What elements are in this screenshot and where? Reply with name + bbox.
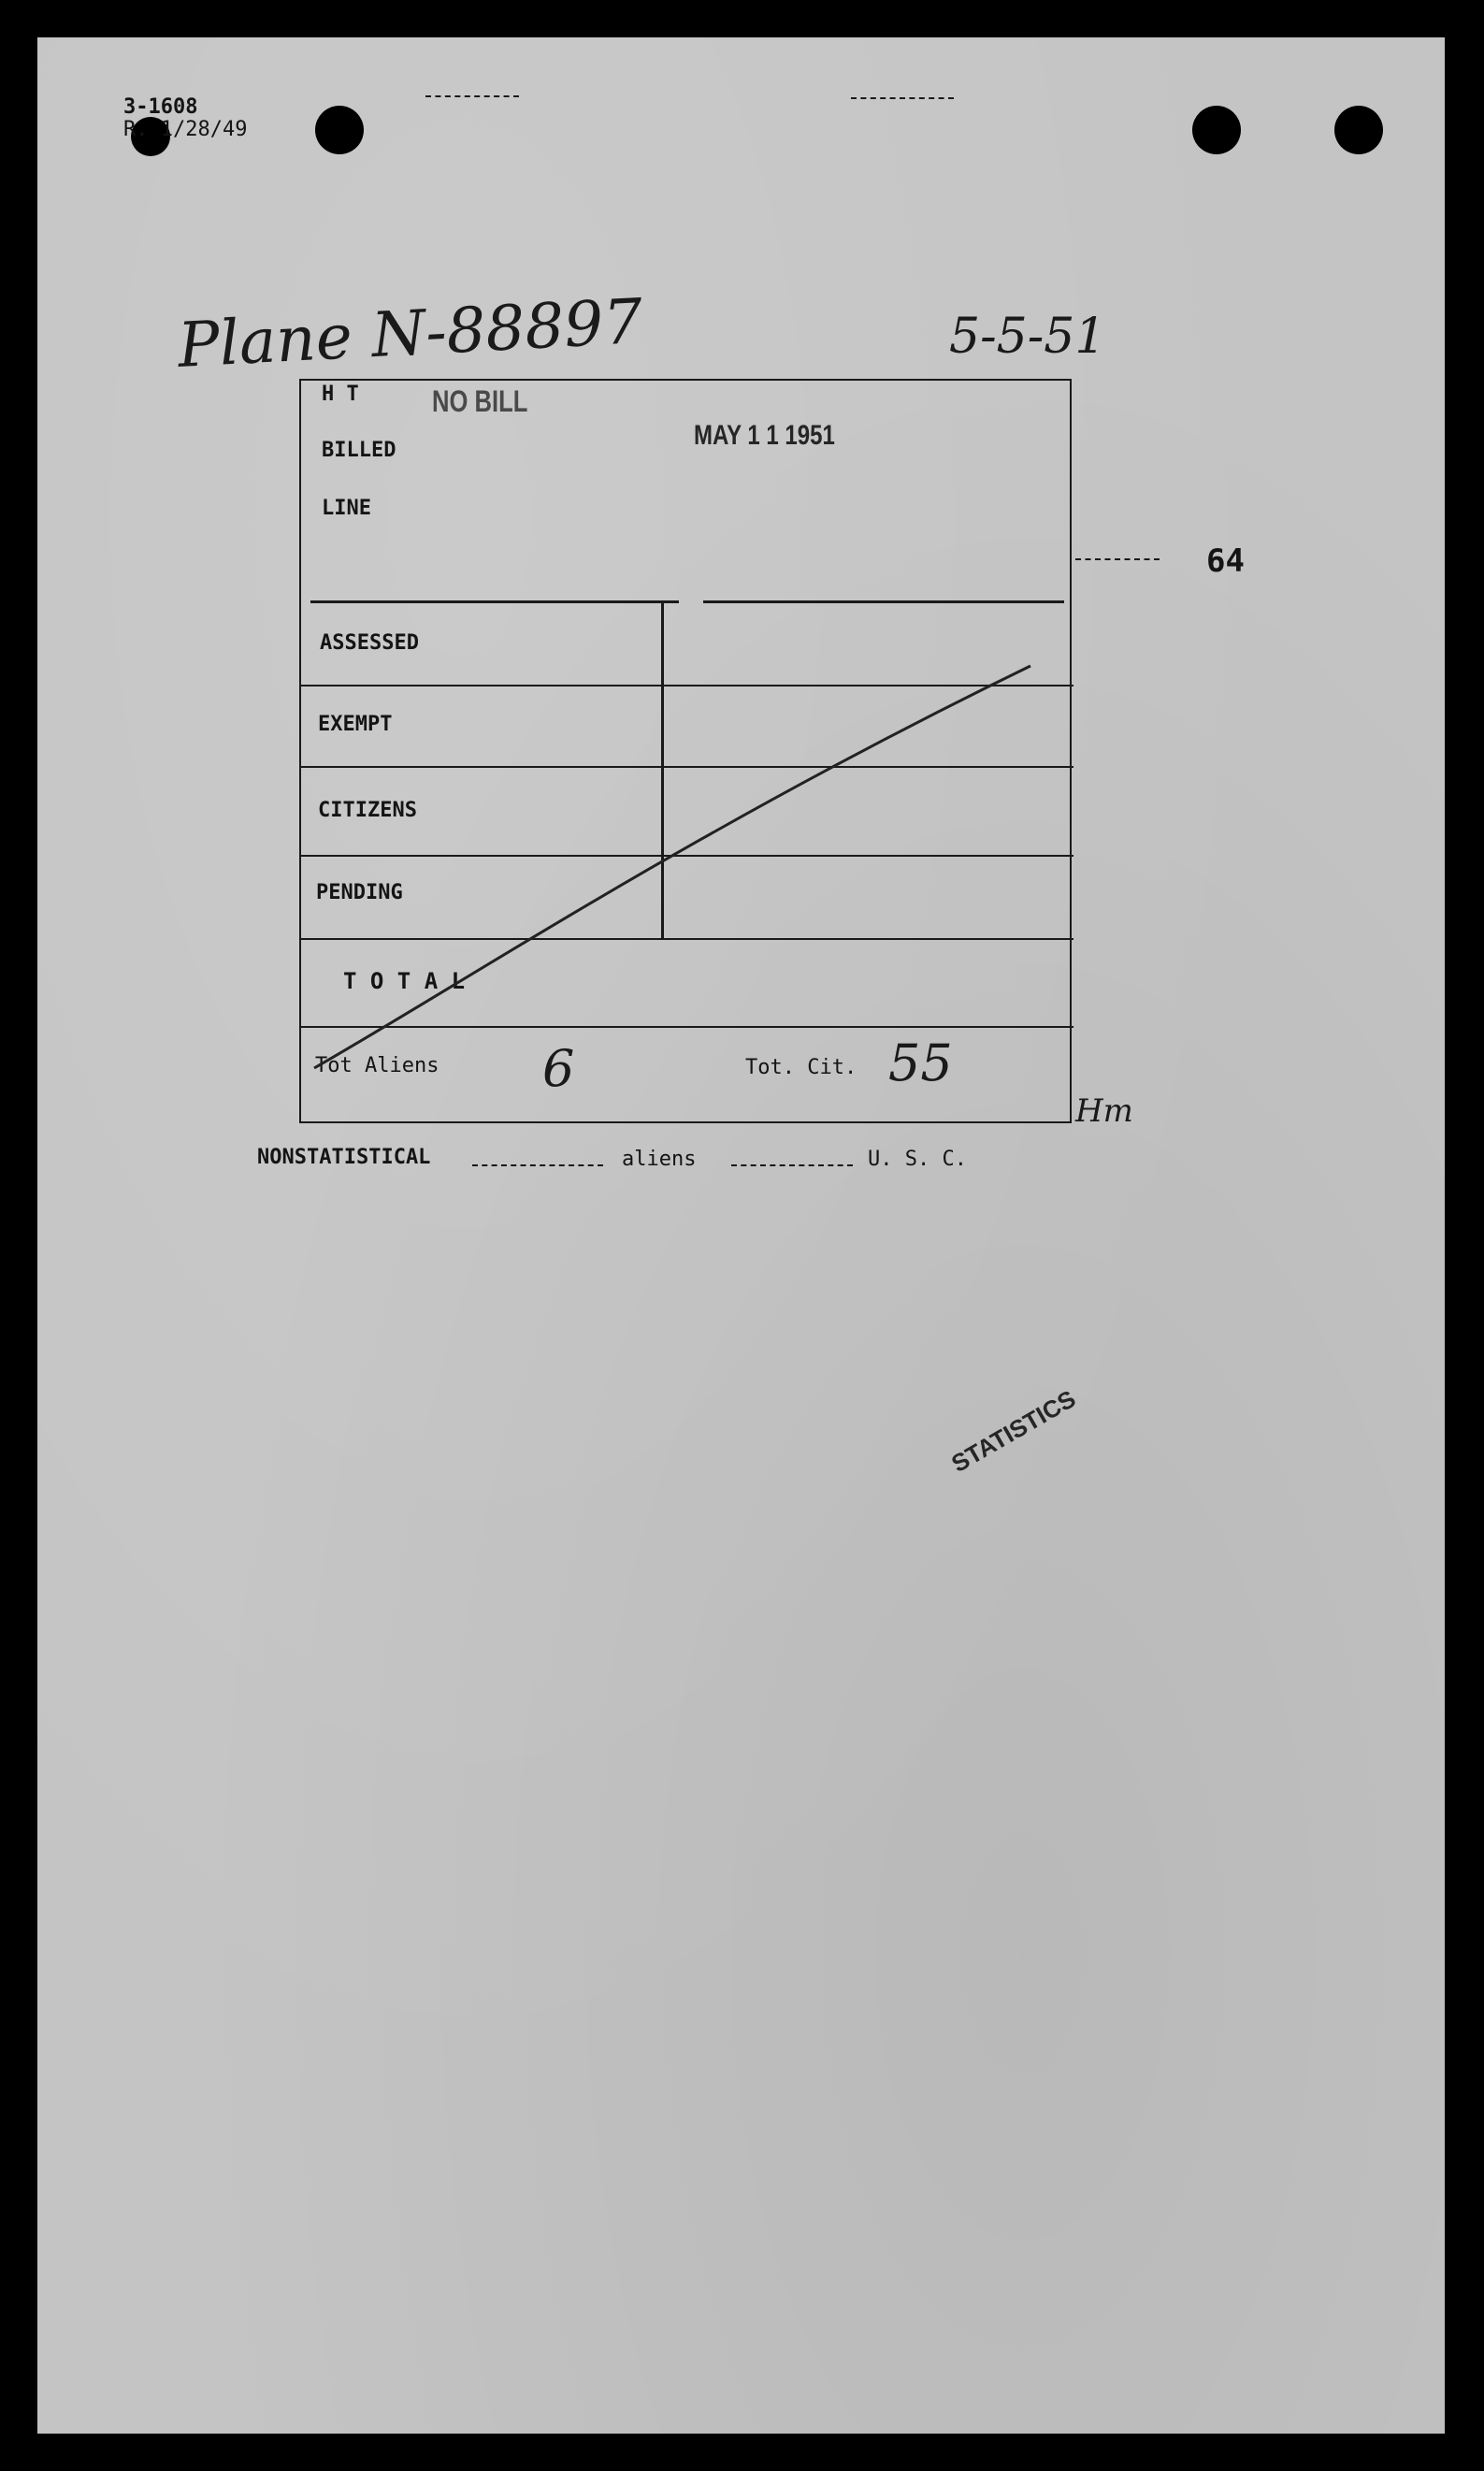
handwritten-tot-aliens: 6 (542, 1039, 575, 1098)
margin-dash (1075, 558, 1160, 560)
tot-cit-label: Tot. Cit. (745, 1056, 857, 1079)
billed-label: BILLED (322, 439, 396, 462)
cancel-stroke (314, 666, 1030, 1068)
tot-aliens-label: Tot Aliens (315, 1054, 439, 1077)
row-label-assessed: ASSESSED (320, 631, 419, 655)
handwritten-plane-number: Plane N-88897 (176, 285, 645, 382)
no-bill-stamp: NO BILL (432, 384, 528, 418)
statistics-stamp: STATISTICS (946, 1384, 1081, 1479)
handwritten-tot-cit: 55 (888, 1033, 953, 1092)
row-label-citizens: CITIZENS (318, 799, 417, 822)
punch-hole-right (1334, 106, 1383, 154)
document-page (37, 37, 1445, 2434)
ht-label: H T (322, 383, 359, 406)
row-label-exempt: EXEMPT (318, 713, 393, 736)
form-revision-date: R. 1/28/49 (123, 118, 248, 141)
nonstatistical-label: NONSTATISTICAL (257, 1146, 431, 1169)
top-dash-mark (425, 95, 519, 97)
statistics-box (299, 379, 1072, 1123)
punch-hole-middle (1192, 106, 1241, 154)
line-label: LINE (322, 497, 371, 520)
nonstatistical-blank (472, 1164, 603, 1166)
handwritten-initials: Hm (1075, 1092, 1133, 1130)
aliens-label: aliens (622, 1148, 697, 1171)
total-label: T O T A L (343, 968, 466, 994)
punch-hole-left (315, 106, 364, 154)
row-label-pending: PENDING (316, 881, 403, 904)
top-dash-mark (851, 97, 954, 99)
margin-number: 64 (1206, 542, 1245, 580)
aliens-blank (731, 1164, 853, 1166)
received-date-stamp: MAY 1 1 1951 (694, 420, 835, 451)
form-number: 3-1608 (123, 95, 198, 119)
usc-label: U. S. C. (868, 1148, 967, 1171)
handwritten-date: 5-5-51 (949, 309, 1106, 365)
diagonal-cancel-line (301, 381, 1073, 1125)
